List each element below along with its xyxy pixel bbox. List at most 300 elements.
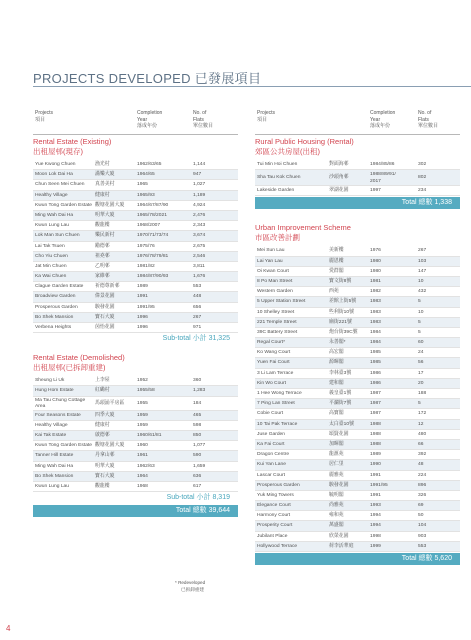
project-name: Prosperous Garden bbox=[35, 304, 78, 310]
project-name-zh: 毓明閣 bbox=[329, 492, 344, 498]
table-header-right bbox=[255, 110, 460, 134]
flat-count: 553 bbox=[418, 543, 427, 549]
project-name-zh: 駿發花園 bbox=[95, 304, 115, 310]
table-row bbox=[255, 532, 460, 542]
table-row bbox=[33, 386, 238, 396]
project-name-zh: 寶石大廈 bbox=[95, 314, 115, 320]
project-name-zh: 美新樓 bbox=[329, 248, 344, 254]
header-divider bbox=[33, 134, 238, 135]
table-row bbox=[33, 323, 238, 333]
completion-year: 1955/58 bbox=[137, 388, 155, 394]
section-title-rural-zh: 郊區公共房屋(出租) bbox=[255, 147, 320, 156]
flat-count: 48 bbox=[418, 462, 424, 468]
flat-count: 5 bbox=[418, 401, 421, 407]
flat-count: 947 bbox=[193, 172, 202, 178]
urban-table bbox=[255, 246, 460, 552]
project-name-zh: 觀塘花園大廈 bbox=[95, 202, 125, 208]
project-name-zh: 上李屋 bbox=[95, 378, 110, 384]
project-name-zh: 寶文街8號 bbox=[329, 278, 352, 284]
table-row bbox=[255, 267, 460, 277]
table-row bbox=[33, 221, 238, 231]
project-name: Moon Lok Dai Ha bbox=[35, 172, 73, 178]
project-name-zh: 西苑 bbox=[329, 289, 339, 295]
table-row bbox=[33, 431, 238, 441]
completion-year: 1962/63 bbox=[137, 463, 155, 469]
project-name: Sheung Li Uk bbox=[35, 378, 65, 384]
project-name: Prosperous Garden bbox=[257, 482, 300, 488]
project-name-zh: 真善美村 bbox=[95, 182, 115, 188]
flat-count: 1,189 bbox=[193, 192, 206, 198]
project-name-zh: 觀龍樓 bbox=[95, 483, 110, 489]
completion-year: 1980 bbox=[370, 258, 381, 264]
flat-count: 636 bbox=[193, 473, 202, 479]
project-name-zh: 乙明邨 bbox=[95, 263, 110, 269]
completion-year: 1998 bbox=[370, 533, 381, 539]
flat-count: 267 bbox=[418, 248, 427, 254]
table-row bbox=[33, 482, 238, 492]
project-name-zh: 廟街221號 bbox=[329, 319, 352, 325]
flat-count: 66 bbox=[418, 441, 424, 447]
table-row bbox=[33, 231, 238, 241]
table-row bbox=[255, 521, 460, 531]
project-name: Kin Wo Court bbox=[257, 380, 286, 386]
rental-demolished-table bbox=[33, 376, 238, 492]
project-name-zh: 太白臺10號 bbox=[329, 421, 355, 427]
flat-count: 1,144 bbox=[193, 162, 206, 167]
project-name: Kai Tak Estate bbox=[35, 432, 67, 438]
project-name-zh: 滿樂大廈 bbox=[95, 172, 115, 178]
completion-year: 1965 bbox=[137, 182, 148, 188]
table-row bbox=[33, 292, 238, 302]
completion-year: 1982 bbox=[370, 289, 381, 295]
completion-year: 1991/95 bbox=[137, 304, 155, 310]
project-name-zh: 祈德尊新邨 bbox=[95, 284, 120, 290]
flat-count: 5 bbox=[418, 299, 421, 305]
completion-year: 1962/63/65 bbox=[137, 162, 162, 167]
completion-year: 1988 bbox=[370, 431, 381, 437]
flat-count: 432 bbox=[418, 289, 427, 295]
project-name-zh: 麗雅苑 bbox=[329, 472, 344, 478]
completion-year: 1990 bbox=[370, 462, 381, 468]
project-name-zh: 健康村 bbox=[95, 192, 110, 198]
table-row bbox=[33, 242, 238, 252]
completion-year: 1994 bbox=[370, 523, 381, 529]
flat-count: 2,476 bbox=[193, 212, 206, 218]
title-divider bbox=[33, 86, 471, 87]
project-name-zh: 翠湖花園 bbox=[329, 188, 349, 194]
footnote bbox=[175, 580, 205, 593]
completion-year: 1991 bbox=[370, 472, 381, 478]
project-name-zh: 愛群閣 bbox=[329, 268, 344, 274]
completion-year: 1981/82 bbox=[137, 263, 155, 269]
flat-count: 2,546 bbox=[193, 253, 206, 259]
total-rental: Total 總數 39,644 bbox=[33, 505, 238, 517]
completion-year: 1968/2007 bbox=[137, 223, 161, 229]
project-name: Yuk Ming Towers bbox=[257, 492, 294, 498]
project-name: Kwun Lung Lau bbox=[35, 223, 69, 229]
project-name-zh: 高宏閣 bbox=[329, 350, 344, 356]
project-name-zh: 荷李活華庭 bbox=[329, 543, 354, 549]
flat-count: 50 bbox=[418, 513, 424, 519]
section-title-rural: Rural Public Housing (Rental) bbox=[255, 137, 354, 146]
project-name-zh: 欣榮花園 bbox=[329, 533, 349, 539]
rural-table bbox=[255, 160, 460, 196]
table-row bbox=[33, 451, 238, 461]
flat-count: 17 bbox=[418, 370, 424, 376]
table-row bbox=[255, 358, 460, 368]
project-name: Cho Yiu Chuen bbox=[35, 253, 68, 259]
completion-year: 1999 bbox=[370, 543, 381, 549]
project-name: Yuen Fai Court bbox=[257, 360, 290, 366]
subtotal-rental-demolished: Sub-total 小計 8,319 bbox=[166, 494, 230, 502]
flat-count: 802 bbox=[418, 175, 427, 181]
completion-year: 1968 bbox=[137, 483, 148, 489]
section-title-urban-zh: 市區改善計劃 bbox=[255, 233, 300, 243]
project-name: Healthy Village bbox=[35, 422, 68, 428]
table-row bbox=[33, 262, 238, 272]
completion-year: 1964/67/87/90 bbox=[137, 202, 169, 208]
subtotal-rental-existing: Sub-total 小計 31,325 bbox=[162, 335, 230, 343]
table-row bbox=[33, 191, 238, 201]
flat-count: 172 bbox=[418, 411, 427, 417]
project-name-zh: 明華大廈 bbox=[95, 212, 115, 218]
project-name-zh: 茵怡花園 bbox=[95, 325, 115, 330]
table-row bbox=[33, 397, 238, 411]
project-name-zh: 源暉閣 bbox=[329, 360, 344, 366]
project-name: Sha Tau Kok Chuen bbox=[257, 175, 301, 181]
table-row bbox=[33, 252, 238, 262]
table-row bbox=[255, 460, 460, 470]
project-name: 10 Shelley Street bbox=[257, 309, 295, 315]
table-row bbox=[33, 441, 238, 451]
project-name: 5 Upper Station Street bbox=[257, 299, 306, 305]
flat-count: 2,675 bbox=[193, 243, 206, 249]
section-title-urban: Urban Improvement Scheme bbox=[255, 223, 351, 233]
project-name: Bo Shek Mansion bbox=[35, 473, 74, 479]
completion-year: 1976 bbox=[370, 248, 381, 254]
completion-year: 1981 bbox=[370, 278, 381, 284]
project-name: Yue Kwong Chuen bbox=[35, 162, 76, 167]
table-row bbox=[255, 308, 460, 318]
project-name-zh: 紅磡村 bbox=[95, 388, 110, 394]
right-column bbox=[255, 110, 460, 565]
project-name: Verbena Heights bbox=[35, 325, 72, 330]
table-row bbox=[255, 369, 460, 379]
completion-year: 1984/85/86 bbox=[370, 162, 395, 167]
completion-year: 1965/78/2021 bbox=[137, 212, 167, 218]
header-projects: Projects 項目 bbox=[35, 110, 54, 123]
project-name-zh: 祖堯邨 bbox=[95, 253, 110, 259]
project-name: Harmony Court bbox=[257, 513, 291, 519]
flat-count: 590 bbox=[193, 453, 202, 459]
project-name: Tanner Hill Estate bbox=[35, 453, 74, 459]
project-name-zh: 漁光村 bbox=[95, 162, 110, 167]
project-name-zh: 丹拿山邨 bbox=[95, 453, 115, 459]
flat-count: 1,676 bbox=[193, 274, 206, 280]
flat-count: 1,659 bbox=[193, 463, 206, 469]
project-name-zh: 麗恩樓 bbox=[329, 258, 344, 264]
footnote-zh: 已拆卸重建 bbox=[181, 586, 204, 592]
project-name-zh: 建和閣 bbox=[329, 380, 344, 386]
project-name: Ko Wang Court bbox=[257, 350, 291, 356]
project-name-zh: 勵德邨 bbox=[95, 243, 110, 249]
project-name: Healthy Village bbox=[35, 192, 68, 198]
table-row bbox=[255, 277, 460, 287]
project-name: Tui Min Hoi Chuen bbox=[257, 162, 298, 167]
project-name: Lai Tak Tsuen bbox=[35, 243, 65, 249]
table-row bbox=[255, 440, 460, 450]
project-name: Kwun Lung Lau bbox=[35, 483, 69, 489]
completion-year: 1987 bbox=[370, 411, 381, 417]
project-name: Kui Yan Lane bbox=[257, 462, 286, 468]
completion-year: 1985 bbox=[370, 360, 381, 366]
flat-count: 850 bbox=[193, 432, 202, 438]
project-name: Hung Hom Estate bbox=[35, 388, 74, 394]
flat-count: 1,027 bbox=[193, 182, 206, 188]
flat-count: 480 bbox=[418, 431, 427, 437]
total-rural: Total 總數 1,338 bbox=[255, 197, 460, 209]
flat-count: 553 bbox=[193, 284, 202, 290]
table-row bbox=[33, 272, 238, 282]
table-row bbox=[33, 211, 238, 221]
project-name: Ka Wai Chuen bbox=[35, 274, 67, 280]
project-name: 221 Temple Street bbox=[257, 319, 297, 325]
table-row bbox=[255, 481, 460, 491]
completion-year: 1984 bbox=[370, 329, 381, 335]
project-name: 3 Li Lam Terrace bbox=[257, 370, 294, 376]
table-row bbox=[255, 379, 460, 389]
table-row bbox=[255, 399, 460, 409]
total-urban: Total 總數 5,620 bbox=[255, 553, 460, 565]
project-name: Kwun Tong Garden Estate bbox=[35, 202, 93, 208]
table-row bbox=[255, 287, 460, 297]
completion-year: 1988/89/91/ 2017 bbox=[370, 172, 396, 184]
flat-count: 326 bbox=[418, 492, 427, 498]
project-name: Broadview Garden bbox=[35, 294, 76, 300]
header-completion: Completion Year 落成年份 bbox=[137, 110, 163, 129]
table-row bbox=[33, 411, 238, 421]
table-row bbox=[255, 257, 460, 267]
header-flats-right: No. of Flats 單位數目 bbox=[418, 110, 439, 129]
flat-count: 1,077 bbox=[193, 443, 206, 449]
project-name: Bo Shek Mansion bbox=[35, 314, 74, 320]
completion-year: 1960 bbox=[137, 443, 148, 449]
completion-year: 1983 bbox=[370, 299, 381, 305]
completion-year: 1984/87/90/93 bbox=[137, 274, 169, 280]
flat-count: 10 bbox=[418, 309, 424, 315]
table-row bbox=[33, 201, 238, 211]
project-name: Regal Court* bbox=[257, 340, 285, 346]
flat-count: 465 bbox=[193, 412, 202, 418]
project-name: Lai Yan Lau bbox=[257, 258, 283, 264]
table-row bbox=[255, 348, 460, 358]
completion-year: 1987 bbox=[370, 391, 381, 396]
project-name-zh: 萬盛閣 bbox=[329, 523, 344, 529]
completion-year: 1991 bbox=[370, 492, 381, 498]
flat-count: 234 bbox=[418, 188, 427, 194]
flat-count: 20 bbox=[418, 380, 424, 386]
flat-count: 903 bbox=[418, 533, 427, 539]
project-name: Mei Sun Lau bbox=[257, 248, 285, 254]
project-name-zh: 居仁里 bbox=[329, 462, 344, 468]
project-name-zh: 啟德邨 bbox=[95, 432, 110, 438]
flat-count: 184 bbox=[193, 400, 202, 406]
project-name-zh: 明華大廈 bbox=[95, 463, 115, 469]
flat-count: 360 bbox=[193, 378, 202, 384]
completion-year: 1983 bbox=[370, 319, 381, 325]
table-row bbox=[255, 318, 460, 328]
header-flats: No. of Flats 單位數目 bbox=[193, 110, 214, 129]
flat-count: 3,674 bbox=[193, 233, 206, 239]
flat-count: 147 bbox=[418, 268, 427, 274]
project-name: Kwun Tong Garden Estate bbox=[35, 443, 93, 449]
completion-year: 1959 bbox=[137, 422, 148, 428]
flat-count: 3,811 bbox=[193, 263, 205, 269]
project-name: Elegance Court bbox=[257, 503, 291, 509]
completion-year: 1986 bbox=[370, 370, 381, 376]
table-row bbox=[33, 180, 238, 190]
project-name: Ming Wah Dai Ha bbox=[35, 463, 74, 469]
flat-count: 224 bbox=[418, 472, 427, 478]
completion-year: 1984 bbox=[370, 340, 381, 346]
project-name: 10 Tai Pak Terrace bbox=[257, 421, 298, 427]
section-title-rental-demolished: Rental Estate (Demolished) bbox=[33, 353, 125, 363]
flat-count: 5 bbox=[418, 319, 421, 325]
project-name: Hollywood Terrace bbox=[257, 543, 298, 549]
section-title-rental-existing-zh: 出租屋邨(現存) bbox=[33, 147, 83, 156]
project-name-zh: 羲皇臺1號 bbox=[329, 391, 352, 396]
table-row bbox=[255, 511, 460, 521]
flat-count: 267 bbox=[193, 314, 202, 320]
project-name-zh: 觀龍樓 bbox=[95, 223, 110, 229]
project-name-zh: 樂民新村 bbox=[95, 233, 115, 239]
project-name-zh: 頌賢花園 bbox=[329, 431, 349, 437]
project-name-zh: 沙頭角邨 bbox=[329, 175, 349, 181]
page-title: PROJECTS DEVELOPED 已發展項目 bbox=[33, 71, 262, 86]
table-row bbox=[33, 376, 238, 386]
project-name-zh: 李林臺3號 bbox=[329, 370, 352, 376]
project-name-zh: 觀塘花園大廈 bbox=[95, 443, 125, 449]
project-name-zh: 對面海邨 bbox=[329, 162, 349, 167]
table-row bbox=[255, 160, 460, 170]
table-row bbox=[255, 450, 460, 460]
project-name-zh: 四季大廈 bbox=[95, 412, 115, 418]
project-name: Lakeside Garden bbox=[257, 188, 295, 194]
footnote-en: * Redeveloped bbox=[175, 580, 206, 585]
flat-count: 2,343 bbox=[193, 223, 206, 229]
project-name: Lascar Court bbox=[257, 472, 285, 478]
completion-year: 1980 bbox=[370, 268, 381, 274]
project-name-zh: 高寶閣 bbox=[329, 411, 344, 417]
header-projects-right: Projects 項目 bbox=[257, 110, 276, 123]
completion-year: 1991/95 bbox=[370, 482, 388, 488]
completion-year: 1965/93 bbox=[137, 192, 155, 198]
flat-count: 896 bbox=[418, 482, 427, 488]
project-name-zh: 馬頭涌平房區 bbox=[95, 400, 125, 406]
project-name-zh: 偉景花園 bbox=[95, 294, 115, 300]
project-name: 8 Po Man Street bbox=[257, 278, 293, 284]
table-row bbox=[255, 389, 460, 399]
table-row bbox=[33, 303, 238, 313]
project-name: Clague Garden Estate bbox=[35, 284, 84, 290]
project-name-zh: 平瀾街7號 bbox=[329, 401, 352, 407]
table-row bbox=[33, 421, 238, 431]
project-name: Jubilant Place bbox=[257, 533, 288, 539]
project-name-zh: 尚雅苑 bbox=[329, 503, 344, 509]
flat-count: 302 bbox=[418, 162, 427, 167]
flat-count: 69 bbox=[418, 503, 424, 509]
project-name-zh: 雍和苑 bbox=[329, 513, 344, 519]
project-name-zh: 加暉閣 bbox=[329, 441, 344, 447]
project-name: Four Seasons Estate bbox=[35, 412, 81, 418]
table-row bbox=[33, 462, 238, 472]
table-row bbox=[255, 430, 460, 440]
project-name-zh: 駿發花園 bbox=[329, 482, 349, 488]
table-row bbox=[33, 170, 238, 180]
flat-count: 104 bbox=[418, 523, 427, 529]
completion-year: 1993 bbox=[370, 503, 381, 509]
table-row bbox=[33, 472, 238, 482]
left-column bbox=[33, 110, 238, 517]
flat-count: 12 bbox=[418, 421, 424, 427]
project-name: 1 Hee Wong Terrace bbox=[257, 391, 302, 396]
flat-count: 448 bbox=[193, 294, 202, 300]
table-row bbox=[255, 501, 460, 511]
table-row bbox=[255, 170, 460, 186]
completion-year: 1964 bbox=[137, 473, 148, 479]
rental-existing-table bbox=[33, 160, 238, 333]
project-name: Ma Tau Chung Cottage Area bbox=[35, 397, 86, 409]
table-row bbox=[255, 491, 460, 501]
completion-year: 1955 bbox=[137, 400, 148, 406]
project-name: Ka Fai Court bbox=[257, 441, 285, 447]
project-name: Lok Man Sun Chuen bbox=[35, 233, 80, 239]
project-name-zh: 炮台街39C號 bbox=[329, 329, 358, 335]
project-name: Dragon Centre bbox=[257, 452, 290, 458]
completion-year: 1987 bbox=[370, 401, 381, 407]
project-name-zh: 健康村 bbox=[95, 422, 110, 428]
flat-count: 5 bbox=[418, 329, 421, 335]
completion-year: 1997 bbox=[370, 188, 381, 194]
table-row bbox=[33, 160, 238, 170]
project-name-zh: 龍滙苑 bbox=[329, 452, 344, 458]
completion-year: 1959 bbox=[137, 412, 148, 418]
flat-count: 24 bbox=[418, 350, 424, 356]
project-name: Juse Garden bbox=[257, 431, 286, 437]
completion-year: 1986 bbox=[370, 380, 381, 386]
completion-year: 1961 bbox=[137, 453, 148, 459]
completion-year: 1960/61/81 bbox=[137, 432, 162, 438]
table-row bbox=[255, 338, 460, 348]
project-name: Ming Wah Dai Ha bbox=[35, 212, 74, 218]
completion-year: 1983 bbox=[370, 309, 381, 315]
completion-year: 1988 bbox=[370, 441, 381, 447]
project-name: Chun Seen Mei Chuen bbox=[35, 182, 85, 188]
completion-year: 1970/71/73/74 bbox=[137, 233, 169, 239]
completion-year: 1976/78/79/81 bbox=[137, 253, 169, 259]
completion-year: 1994 bbox=[370, 513, 381, 519]
completion-year: 1989 bbox=[370, 452, 381, 458]
table-row bbox=[255, 328, 460, 338]
completion-year: 1964/65 bbox=[137, 172, 155, 178]
flat-count: 60 bbox=[418, 340, 424, 346]
completion-year: 1996 bbox=[137, 325, 148, 330]
completion-year: 1985 bbox=[370, 350, 381, 356]
flat-count: 56 bbox=[418, 360, 424, 366]
header-divider-right bbox=[255, 134, 460, 135]
flat-count: 598 bbox=[193, 422, 202, 428]
project-name: 7 Ping Lan Street bbox=[257, 401, 295, 407]
